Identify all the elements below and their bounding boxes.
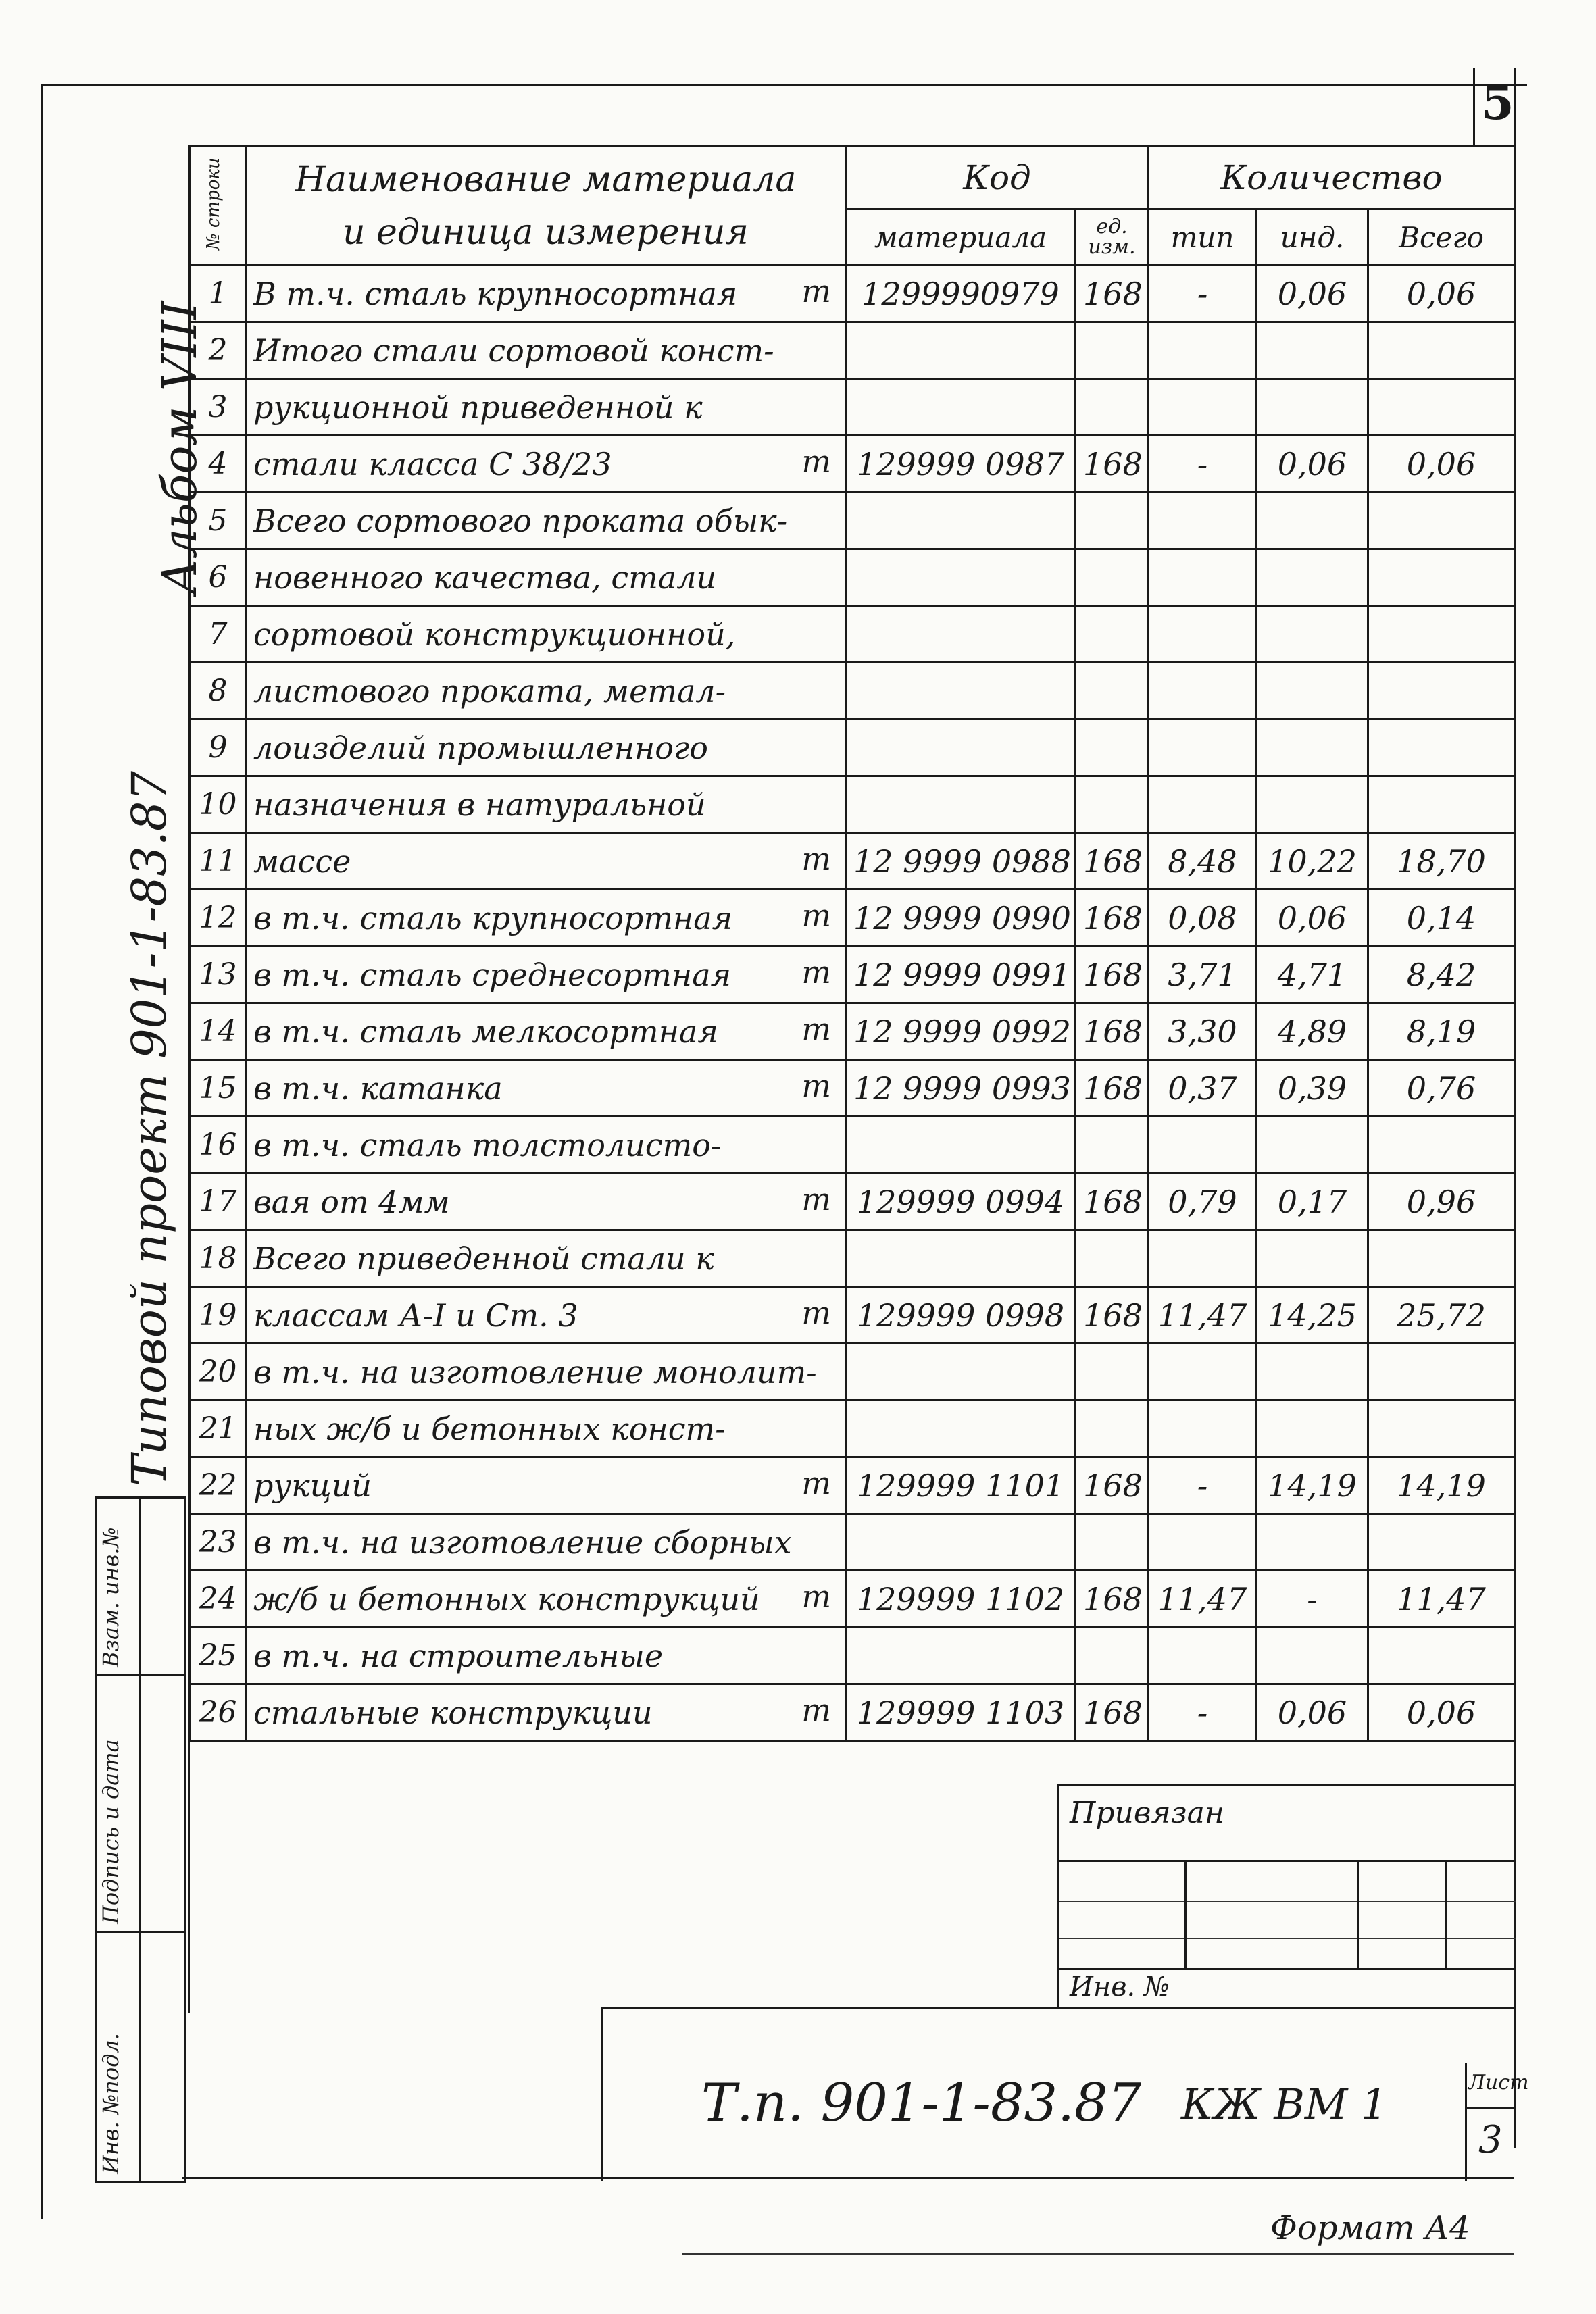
row-unit-code xyxy=(1076,322,1149,379)
row-qty-tip: - xyxy=(1149,436,1257,493)
table-row xyxy=(191,1457,1515,1514)
row-name xyxy=(246,720,846,776)
row-number: 7 xyxy=(191,606,246,663)
table-row xyxy=(191,947,1515,1003)
table-row xyxy=(191,322,1515,379)
row-code: 12 9999 0991 xyxy=(846,947,1076,1003)
row-unit-text: т xyxy=(801,1011,831,1047)
title-designation: Т.п. 901-1-83.87 xyxy=(701,2073,1142,2134)
row-qty-tip: 0,37 xyxy=(1149,1060,1257,1117)
row-name-text: В т.ч. сталь крупносортная xyxy=(253,275,738,312)
row-name-text: Всего приведенной стали к xyxy=(253,1240,714,1277)
row-unit-code: 168 xyxy=(1076,266,1149,322)
row-number: 9 xyxy=(191,720,246,776)
row-qty-tip: - xyxy=(1149,1457,1257,1514)
row-name xyxy=(246,1230,846,1287)
row-qty-ind xyxy=(1257,1514,1368,1571)
row-name xyxy=(246,379,846,436)
row-name-text: Итого стали сортовой конст- xyxy=(253,332,774,369)
row-number: 3 xyxy=(191,379,246,436)
row-unit-code xyxy=(1076,606,1149,663)
row-name xyxy=(246,947,846,1003)
row-qty-ind xyxy=(1257,549,1368,606)
row-name-text: рукций xyxy=(253,1467,372,1504)
row-name-text: назначения в натуральной xyxy=(253,786,706,823)
title-sheet-label: Лист xyxy=(1468,2071,1529,2094)
row-qty-ind: 10,22 xyxy=(1257,833,1368,890)
table-row xyxy=(191,379,1515,436)
row-unit-code xyxy=(1076,1117,1149,1174)
row-qty-total: 18,70 xyxy=(1368,833,1515,890)
row-qty-ind xyxy=(1257,379,1368,436)
row-code xyxy=(846,493,1076,549)
table-row xyxy=(191,1230,1515,1287)
row-code xyxy=(846,1117,1076,1174)
row-name-text: лоизделий промышленного xyxy=(253,729,708,766)
row-name-text: в т.ч. на строительные xyxy=(253,1637,664,1674)
row-number: 26 xyxy=(191,1684,246,1741)
binding-label: Привязан xyxy=(1070,1796,1224,1830)
row-number: 5 xyxy=(191,493,246,549)
row-unit-text: т xyxy=(801,897,831,934)
row-name-text: стали класса С 38/23 xyxy=(253,445,612,482)
row-qty-tip: - xyxy=(1149,1684,1257,1741)
row-number: 18 xyxy=(191,1230,246,1287)
row-qty-tip: 3,71 xyxy=(1149,947,1257,1003)
row-code: 129999 0998 xyxy=(846,1287,1076,1344)
table-row xyxy=(191,890,1515,947)
row-number: 13 xyxy=(191,947,246,1003)
row-qty-ind xyxy=(1257,1344,1368,1401)
row-code xyxy=(846,549,1076,606)
row-code xyxy=(846,379,1076,436)
row-name xyxy=(246,890,846,947)
row-unit-text: т xyxy=(801,443,831,480)
row-qty-tip: 0,79 xyxy=(1149,1174,1257,1230)
row-qty-tip xyxy=(1149,379,1257,436)
specification-table xyxy=(189,145,1516,1742)
table-row xyxy=(191,493,1515,549)
row-unit-code: 168 xyxy=(1076,947,1149,1003)
row-name xyxy=(246,1060,846,1117)
row-name-text: в т.ч. сталь среднесортная xyxy=(253,956,732,993)
binding-box xyxy=(1057,1784,1516,2009)
row-name xyxy=(246,1117,846,1174)
row-name xyxy=(246,266,846,322)
row-number: 22 xyxy=(191,1457,246,1514)
row-qty-tip xyxy=(1149,1514,1257,1571)
row-number: 19 xyxy=(191,1287,246,1344)
row-unit-code xyxy=(1076,720,1149,776)
row-name-text: ж/б и бетонных конструкций xyxy=(253,1580,760,1617)
row-name xyxy=(246,1457,846,1514)
row-qty-ind: 0,06 xyxy=(1257,1684,1368,1741)
row-qty-total xyxy=(1368,1344,1515,1401)
row-qty-ind: 0,06 xyxy=(1257,436,1368,493)
row-unit-text: т xyxy=(801,1067,831,1104)
row-qty-tip xyxy=(1149,322,1257,379)
header-code-unit: ед. изм. xyxy=(1076,209,1149,266)
row-qty-tip xyxy=(1149,1628,1257,1684)
row-unit-code xyxy=(1076,1514,1149,1571)
row-qty-tip xyxy=(1149,663,1257,720)
row-qty-ind xyxy=(1257,606,1368,663)
row-qty-tip: 11,47 xyxy=(1149,1287,1257,1344)
row-unit-code: 168 xyxy=(1076,1003,1149,1060)
row-unit-text: т xyxy=(801,840,831,877)
table-row xyxy=(191,1571,1515,1628)
row-unit-code: 168 xyxy=(1076,833,1149,890)
row-name xyxy=(246,322,846,379)
row-qty-total: 8,19 xyxy=(1368,1003,1515,1060)
table-row xyxy=(191,1287,1515,1344)
row-name-text: новенного качества, стали xyxy=(253,559,717,596)
row-unit-code: 168 xyxy=(1076,890,1149,947)
header-name: Наименование материала и единица измерения xyxy=(246,147,846,266)
row-qty-ind: 0,39 xyxy=(1257,1060,1368,1117)
row-code xyxy=(846,1401,1076,1457)
row-code: 12 9999 0990 xyxy=(846,890,1076,947)
frame-top xyxy=(41,84,1527,86)
row-number: 14 xyxy=(191,1003,246,1060)
row-qty-total xyxy=(1368,720,1515,776)
row-qty-tip xyxy=(1149,1230,1257,1287)
corner-sheet-number: 5 xyxy=(1481,74,1514,130)
row-unit-text: т xyxy=(801,1294,831,1331)
row-name xyxy=(246,1344,846,1401)
row-qty-total xyxy=(1368,776,1515,833)
row-name xyxy=(246,1287,846,1344)
row-name xyxy=(246,1571,846,1628)
row-qty-total xyxy=(1368,379,1515,436)
row-unit-text: т xyxy=(801,1465,831,1501)
row-unit-code xyxy=(1076,549,1149,606)
row-name xyxy=(246,1401,846,1457)
row-number: 24 xyxy=(191,1571,246,1628)
row-code xyxy=(846,1628,1076,1684)
row-code: 129999 0994 xyxy=(846,1174,1076,1230)
row-name-text: вая от 4мм xyxy=(253,1183,450,1220)
row-qty-total xyxy=(1368,1514,1515,1571)
row-qty-total: 0,76 xyxy=(1368,1060,1515,1117)
row-code xyxy=(846,1230,1076,1287)
row-name xyxy=(246,606,846,663)
table-row xyxy=(191,720,1515,776)
table-row xyxy=(191,1684,1515,1741)
row-number: 2 xyxy=(191,322,246,379)
row-name xyxy=(246,549,846,606)
table-row xyxy=(191,833,1515,890)
title-sheet-value: 3 xyxy=(1478,2118,1503,2162)
table-row xyxy=(191,663,1515,720)
row-unit-code xyxy=(1076,1401,1149,1457)
row-code xyxy=(846,663,1076,720)
row-name xyxy=(246,493,846,549)
row-name-text: в т.ч. сталь мелкосортная xyxy=(253,1013,718,1050)
row-name xyxy=(246,436,846,493)
row-code xyxy=(846,606,1076,663)
row-number: 4 xyxy=(191,436,246,493)
row-number: 25 xyxy=(191,1628,246,1684)
row-qty-tip xyxy=(1149,493,1257,549)
row-qty-tip: 0,08 xyxy=(1149,890,1257,947)
table-row xyxy=(191,606,1515,663)
corner-box-left xyxy=(1473,68,1475,145)
row-name xyxy=(246,1003,846,1060)
row-unit-code xyxy=(1076,379,1149,436)
row-qty-total: 25,72 xyxy=(1368,1287,1515,1344)
row-qty-ind xyxy=(1257,663,1368,720)
row-number: 1 xyxy=(191,266,246,322)
row-qty-total: 14,19 xyxy=(1368,1457,1515,1514)
row-code xyxy=(846,720,1076,776)
table-row xyxy=(191,1060,1515,1117)
row-name-text: стальные конструкции xyxy=(253,1694,653,1731)
row-name xyxy=(246,1628,846,1684)
row-qty-tip: 8,48 xyxy=(1149,833,1257,890)
row-unit-code: 168 xyxy=(1076,1174,1149,1230)
row-qty-total xyxy=(1368,1230,1515,1287)
row-unit-code xyxy=(1076,1230,1149,1287)
album-side-label: Альбом VIII xyxy=(152,301,207,595)
row-qty-tip: 3,30 xyxy=(1149,1003,1257,1060)
row-unit-code: 168 xyxy=(1076,1457,1149,1514)
title-block xyxy=(601,2007,1529,2181)
row-code: 129999 1102 xyxy=(846,1571,1076,1628)
header-code-material: материала xyxy=(846,209,1076,266)
row-qty-tip xyxy=(1149,776,1257,833)
stamp-inv-podl: Инв. №подл. xyxy=(98,2033,124,2174)
frame-left xyxy=(41,84,43,2219)
row-number: 20 xyxy=(191,1344,246,1401)
row-qty-total xyxy=(1368,322,1515,379)
row-qty-ind xyxy=(1257,322,1368,379)
table-row xyxy=(191,436,1515,493)
row-unit-code: 168 xyxy=(1076,1571,1149,1628)
header-code-group: Код xyxy=(846,147,1149,209)
row-code: 129999 1103 xyxy=(846,1684,1076,1741)
row-qty-total xyxy=(1368,663,1515,720)
format-underline xyxy=(682,2253,1514,2255)
row-name xyxy=(246,1174,846,1230)
header-qty-group: Количество xyxy=(1149,147,1515,209)
row-code xyxy=(846,322,1076,379)
table-row xyxy=(191,1117,1515,1174)
header-qty-total: Всего xyxy=(1368,209,1515,266)
row-unit-code xyxy=(1076,663,1149,720)
table-row xyxy=(191,266,1515,322)
row-qty-ind xyxy=(1257,1230,1368,1287)
table-row xyxy=(191,549,1515,606)
row-qty-tip xyxy=(1149,549,1257,606)
header-row-number: № строки xyxy=(191,147,246,266)
row-code: 12 9999 0993 xyxy=(846,1060,1076,1117)
row-qty-tip xyxy=(1149,720,1257,776)
row-qty-tip xyxy=(1149,606,1257,663)
row-number: 21 xyxy=(191,1401,246,1457)
row-unit-code xyxy=(1076,1628,1149,1684)
row-qty-total: 0,06 xyxy=(1368,1684,1515,1741)
title-doc-code: КЖ ВМ 1 xyxy=(1181,2080,1388,2129)
row-qty-tip xyxy=(1149,1344,1257,1401)
table-row xyxy=(191,1628,1515,1684)
table-row xyxy=(191,1344,1515,1401)
row-unit-text: т xyxy=(801,954,831,990)
row-qty-ind xyxy=(1257,1117,1368,1174)
row-name-text: в т.ч. на изготовление монолит- xyxy=(253,1353,817,1390)
row-name xyxy=(246,776,846,833)
stamp-podpis: Подпись и дата xyxy=(98,1739,124,1924)
row-qty-tip xyxy=(1149,1401,1257,1457)
row-qty-ind xyxy=(1257,1401,1368,1457)
row-unit-text: т xyxy=(801,1578,831,1615)
row-qty-ind xyxy=(1257,1628,1368,1684)
frame-bottom xyxy=(182,2177,1514,2179)
row-unit-code xyxy=(1076,493,1149,549)
row-qty-tip: 11,47 xyxy=(1149,1571,1257,1628)
row-qty-ind xyxy=(1257,720,1368,776)
row-code xyxy=(846,776,1076,833)
row-qty-total xyxy=(1368,549,1515,606)
row-number: 17 xyxy=(191,1174,246,1230)
row-number: 15 xyxy=(191,1060,246,1117)
format-label: Формат А4 xyxy=(1270,2209,1470,2247)
row-unit-code xyxy=(1076,1344,1149,1401)
row-qty-total xyxy=(1368,1401,1515,1457)
row-name xyxy=(246,663,846,720)
row-unit-text: т xyxy=(801,1181,831,1217)
row-qty-ind: 14,25 xyxy=(1257,1287,1368,1344)
row-qty-tip: - xyxy=(1149,266,1257,322)
row-code: 1299990979 xyxy=(846,266,1076,322)
row-name-text: листового проката, метал- xyxy=(253,672,726,709)
row-number: 16 xyxy=(191,1117,246,1174)
row-qty-total: 0,06 xyxy=(1368,436,1515,493)
row-name xyxy=(246,1514,846,1571)
row-number: 23 xyxy=(191,1514,246,1571)
row-code: 12 9999 0992 xyxy=(846,1003,1076,1060)
row-code: 12 9999 0988 xyxy=(846,833,1076,890)
row-name-text: рукционной приведенной к xyxy=(253,388,703,426)
row-qty-ind: 4,89 xyxy=(1257,1003,1368,1060)
row-qty-ind xyxy=(1257,776,1368,833)
row-qty-total: 0,96 xyxy=(1368,1174,1515,1230)
row-name-text: в т.ч. сталь крупносортная xyxy=(253,899,733,936)
row-unit-code: 168 xyxy=(1076,1287,1149,1344)
row-qty-ind: 0,17 xyxy=(1257,1174,1368,1230)
row-qty-total xyxy=(1368,606,1515,663)
row-code: 129999 1101 xyxy=(846,1457,1076,1514)
row-qty-ind: 0,06 xyxy=(1257,890,1368,947)
stamp-column xyxy=(95,1496,186,2183)
header-qty-ind: инд. xyxy=(1257,209,1368,266)
row-qty-ind: 0,06 xyxy=(1257,266,1368,322)
row-qty-total xyxy=(1368,1628,1515,1684)
row-code xyxy=(846,1344,1076,1401)
row-name xyxy=(246,833,846,890)
table-row xyxy=(191,776,1515,833)
row-name-text: ных ж/б и бетонных конст- xyxy=(253,1410,726,1447)
project-side-label: Типовой проект 901-1-83.87 xyxy=(122,771,177,1486)
row-unit-code: 168 xyxy=(1076,1684,1149,1741)
row-unit-text: т xyxy=(801,1692,831,1728)
row-number: 10 xyxy=(191,776,246,833)
row-unit-text: т xyxy=(801,273,831,309)
row-name-text: массе xyxy=(253,842,351,880)
binding-inv-label: Инв. № xyxy=(1070,1971,1170,2003)
row-name-text: классам А-I и Ст. 3 xyxy=(253,1297,578,1334)
row-name-text: сортовой конструкционной, xyxy=(253,615,736,653)
row-unit-code xyxy=(1076,776,1149,833)
row-name-text: в т.ч. катанка xyxy=(253,1070,503,1107)
row-code: 129999 0987 xyxy=(846,436,1076,493)
header-qty-tip: тип xyxy=(1149,209,1257,266)
row-qty-total xyxy=(1368,1117,1515,1174)
row-unit-code: 168 xyxy=(1076,1060,1149,1117)
row-qty-total xyxy=(1368,493,1515,549)
row-qty-tip xyxy=(1149,1117,1257,1174)
row-qty-ind xyxy=(1257,493,1368,549)
row-qty-total: 0,06 xyxy=(1368,266,1515,322)
table-row xyxy=(191,1003,1515,1060)
row-number: 6 xyxy=(191,549,246,606)
row-qty-total: 11,47 xyxy=(1368,1571,1515,1628)
row-qty-ind: 4,71 xyxy=(1257,947,1368,1003)
table-row xyxy=(191,1401,1515,1457)
row-number: 11 xyxy=(191,833,246,890)
row-name xyxy=(246,1684,846,1741)
table-row xyxy=(191,1514,1515,1571)
row-name-text: в т.ч. на изготовление сборных xyxy=(253,1524,792,1561)
row-number: 8 xyxy=(191,663,246,720)
stamp-vzam: Взам. инв.№ xyxy=(98,1527,124,1667)
row-qty-ind: 14,19 xyxy=(1257,1457,1368,1514)
row-qty-ind: - xyxy=(1257,1571,1368,1628)
row-qty-total: 8,42 xyxy=(1368,947,1515,1003)
row-name-text: Всего сортового проката обык- xyxy=(253,502,788,539)
row-unit-code: 168 xyxy=(1076,436,1149,493)
row-number: 12 xyxy=(191,890,246,947)
row-name-text: в т.ч. сталь толстолисто- xyxy=(253,1126,722,1163)
table-row xyxy=(191,1174,1515,1230)
row-qty-total: 0,14 xyxy=(1368,890,1515,947)
row-code xyxy=(846,1514,1076,1571)
table-header-row-1 xyxy=(191,147,1515,209)
